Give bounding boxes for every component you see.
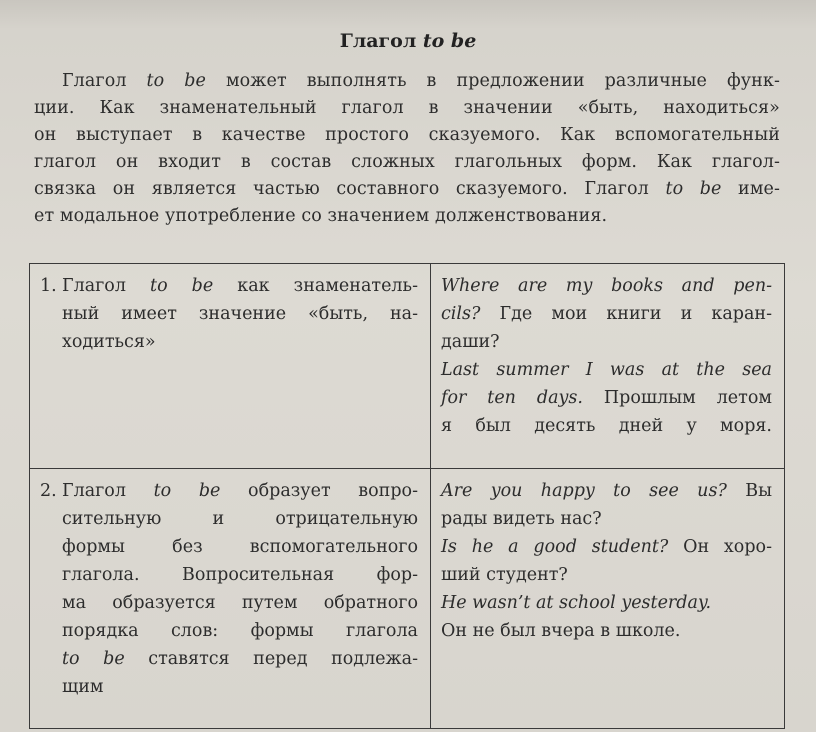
example-line: cils? Где мои книги и каран- [441,304,772,324]
rule-line: ный имеет значение «быть, на- [62,304,418,324]
example-line: ший студент? [441,565,568,585]
example-line: Он не был вчера в школе. [441,621,681,641]
rule-line: to be ставятся перед подлежа- [62,649,418,669]
example-line: He wasn’t at school yesterday. [441,593,712,613]
rule-line: 1. Глагол to be как знаменатель- [40,276,418,296]
example-line: Where are my books and pen- [441,276,772,296]
rule-line: сительную и отрицательную [62,509,418,529]
intro-line: Глагол to be может выполнять в предложении различные функ- [62,71,780,91]
example-line: Are you happy to see us? Вы [441,481,772,501]
intro-line: ции. Как знаменательный глагол в значении «быть, находиться» [34,98,780,118]
rule-line: порядка слов: формы глагола [62,621,418,641]
intro-paragraph [34,68,780,230]
rule-cell [30,469,431,729]
table-row [30,469,785,729]
intro-line: ет модальное употребление со значением долженствования. [34,206,608,226]
rule-line: ма образуется путем обратного [62,593,418,613]
intro-line: он выступает в качестве простого сказуемого. Как вспомогательный [34,125,780,145]
rule-line: глагола. Вопросительная фор- [62,565,418,585]
rule-line: щим [62,677,104,697]
example-cell [431,469,785,729]
intro-line: глагол он входит в состав сложных глагольных форм. Как глагол- [34,152,780,172]
rule-line: 2. Глагол to be образует вопро- [40,481,418,501]
example-line: for ten days. Прошлым летом [441,388,772,408]
example-cell [431,264,785,469]
example-line: я был десять дней у моря. [441,416,772,436]
rule-line: формы без вспомогательного [62,537,418,557]
section-title: Глагол to be [339,30,477,52]
rule-cell [30,264,431,469]
example-line: Is he a good student? Он хоро- [441,537,772,557]
rule-line: ходиться» [62,332,156,352]
table-row [30,264,785,469]
intro-line: связка он является частью составного сказуемого. Глагол to be име- [34,179,781,199]
usage-table [29,263,785,729]
example-line: Last summer I was at the sea [441,360,772,380]
example-line: рады видеть нас? [441,509,602,529]
example-line: даши? [441,332,500,352]
